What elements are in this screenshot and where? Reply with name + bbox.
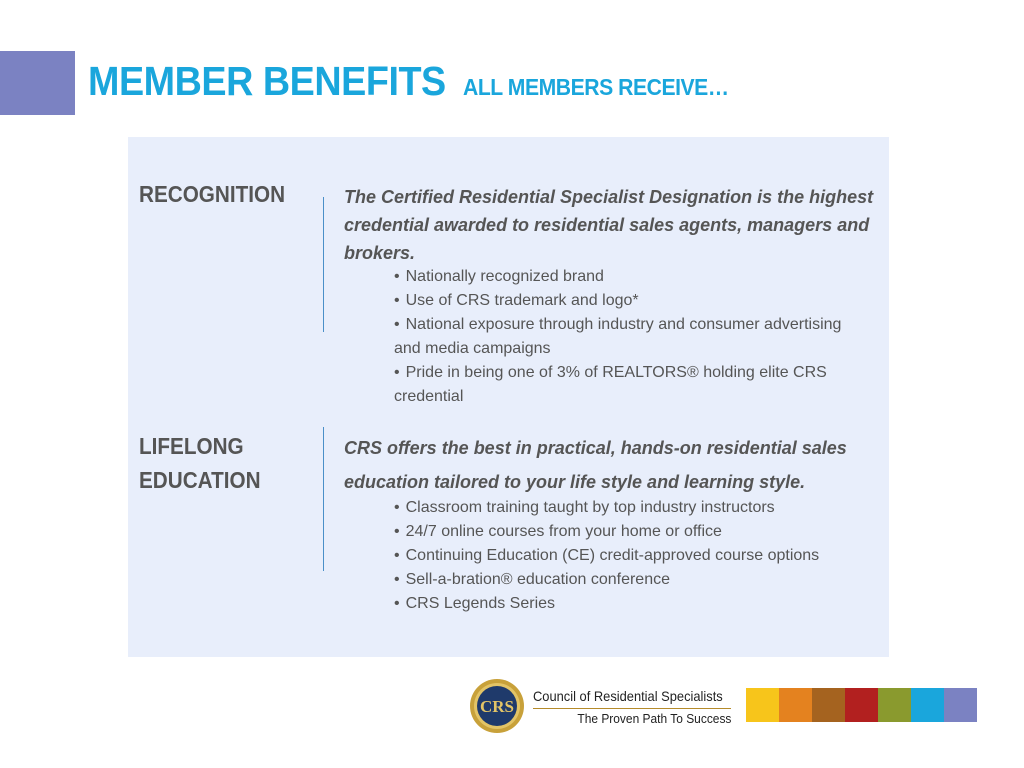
org-tagline: The Proven Path To Success bbox=[576, 711, 731, 726]
list-item bbox=[394, 520, 864, 544]
list-item bbox=[394, 289, 864, 313]
list-item bbox=[394, 544, 864, 568]
bullet-icon: • bbox=[394, 499, 400, 516]
crs-seal-icon bbox=[469, 678, 525, 734]
heading-line: EDUCATION bbox=[139, 467, 261, 493]
list-item bbox=[394, 265, 864, 289]
color-swatch bbox=[812, 688, 845, 722]
list-item bbox=[394, 361, 864, 409]
color-swatch bbox=[911, 688, 944, 722]
bullet-icon: • bbox=[394, 571, 400, 588]
list-item-text: Continuing Education (CE) credit-approved course options bbox=[405, 547, 820, 564]
list-item bbox=[394, 313, 864, 361]
color-swatch bbox=[746, 688, 779, 722]
org-name: Council of Residential Specialists bbox=[533, 688, 723, 704]
list-item-text: Nationally recognized brand bbox=[405, 268, 604, 285]
title-sub: ALL MEMBERS RECEIVE… bbox=[463, 74, 729, 100]
list-item-text: Use of CRS trademark and logo* bbox=[405, 292, 639, 309]
list-item bbox=[394, 592, 864, 616]
bullet-icon: • bbox=[394, 268, 400, 285]
heading-line: RECOGNITION bbox=[139, 181, 286, 207]
list-item bbox=[394, 568, 864, 592]
color-swatch bbox=[779, 688, 812, 722]
color-swatch bbox=[944, 688, 977, 722]
section-divider bbox=[323, 197, 324, 332]
section-heading bbox=[139, 429, 261, 497]
bullet-list bbox=[394, 265, 864, 409]
bullet-icon: • bbox=[394, 364, 400, 381]
org-divider bbox=[533, 708, 731, 709]
list-item bbox=[394, 496, 864, 520]
section-heading bbox=[139, 177, 285, 211]
list-item-text: CRS Legends Series bbox=[405, 595, 556, 612]
bullet-icon: • bbox=[394, 523, 400, 540]
color-swatch bbox=[878, 688, 911, 722]
benefits-panel bbox=[128, 137, 889, 657]
bullet-icon: • bbox=[394, 292, 400, 309]
crs-logo bbox=[469, 678, 733, 734]
seal-text: CRS bbox=[479, 697, 515, 716]
list-item-text: Sell-a-bration® education conference bbox=[405, 571, 670, 588]
bullet-icon: • bbox=[394, 595, 400, 612]
section-lead-text: CRS offers the best in practical, hands-on residential sales education tailored to your life style and learning style. bbox=[344, 438, 847, 492]
list-item-text: National exposure through industry and consumer advertising and media campaigns bbox=[394, 316, 842, 357]
section-divider bbox=[323, 427, 324, 571]
bullet-icon: • bbox=[394, 316, 400, 333]
list-item-text: Pride in being one of 3% of REALTORS® holding elite CRS credential bbox=[394, 364, 827, 405]
bullet-icon: • bbox=[394, 547, 400, 564]
color-strip bbox=[746, 688, 977, 722]
bullet-list bbox=[394, 496, 864, 616]
title-main: MEMBER BENEFITS bbox=[88, 58, 446, 104]
section-lead-text: The Certified Residential Specialist Designation is the highest credential awarded to residential sales agents, managers and brokers. bbox=[344, 187, 874, 263]
list-item-text: Classroom training taught by top industry instructors bbox=[405, 499, 775, 516]
heading-line: LIFELONG bbox=[139, 433, 244, 459]
color-swatch bbox=[845, 688, 878, 722]
slide-title bbox=[88, 58, 752, 105]
corner-accent-block bbox=[0, 51, 75, 115]
list-item-text: 24/7 online courses from your home or office bbox=[405, 523, 722, 540]
